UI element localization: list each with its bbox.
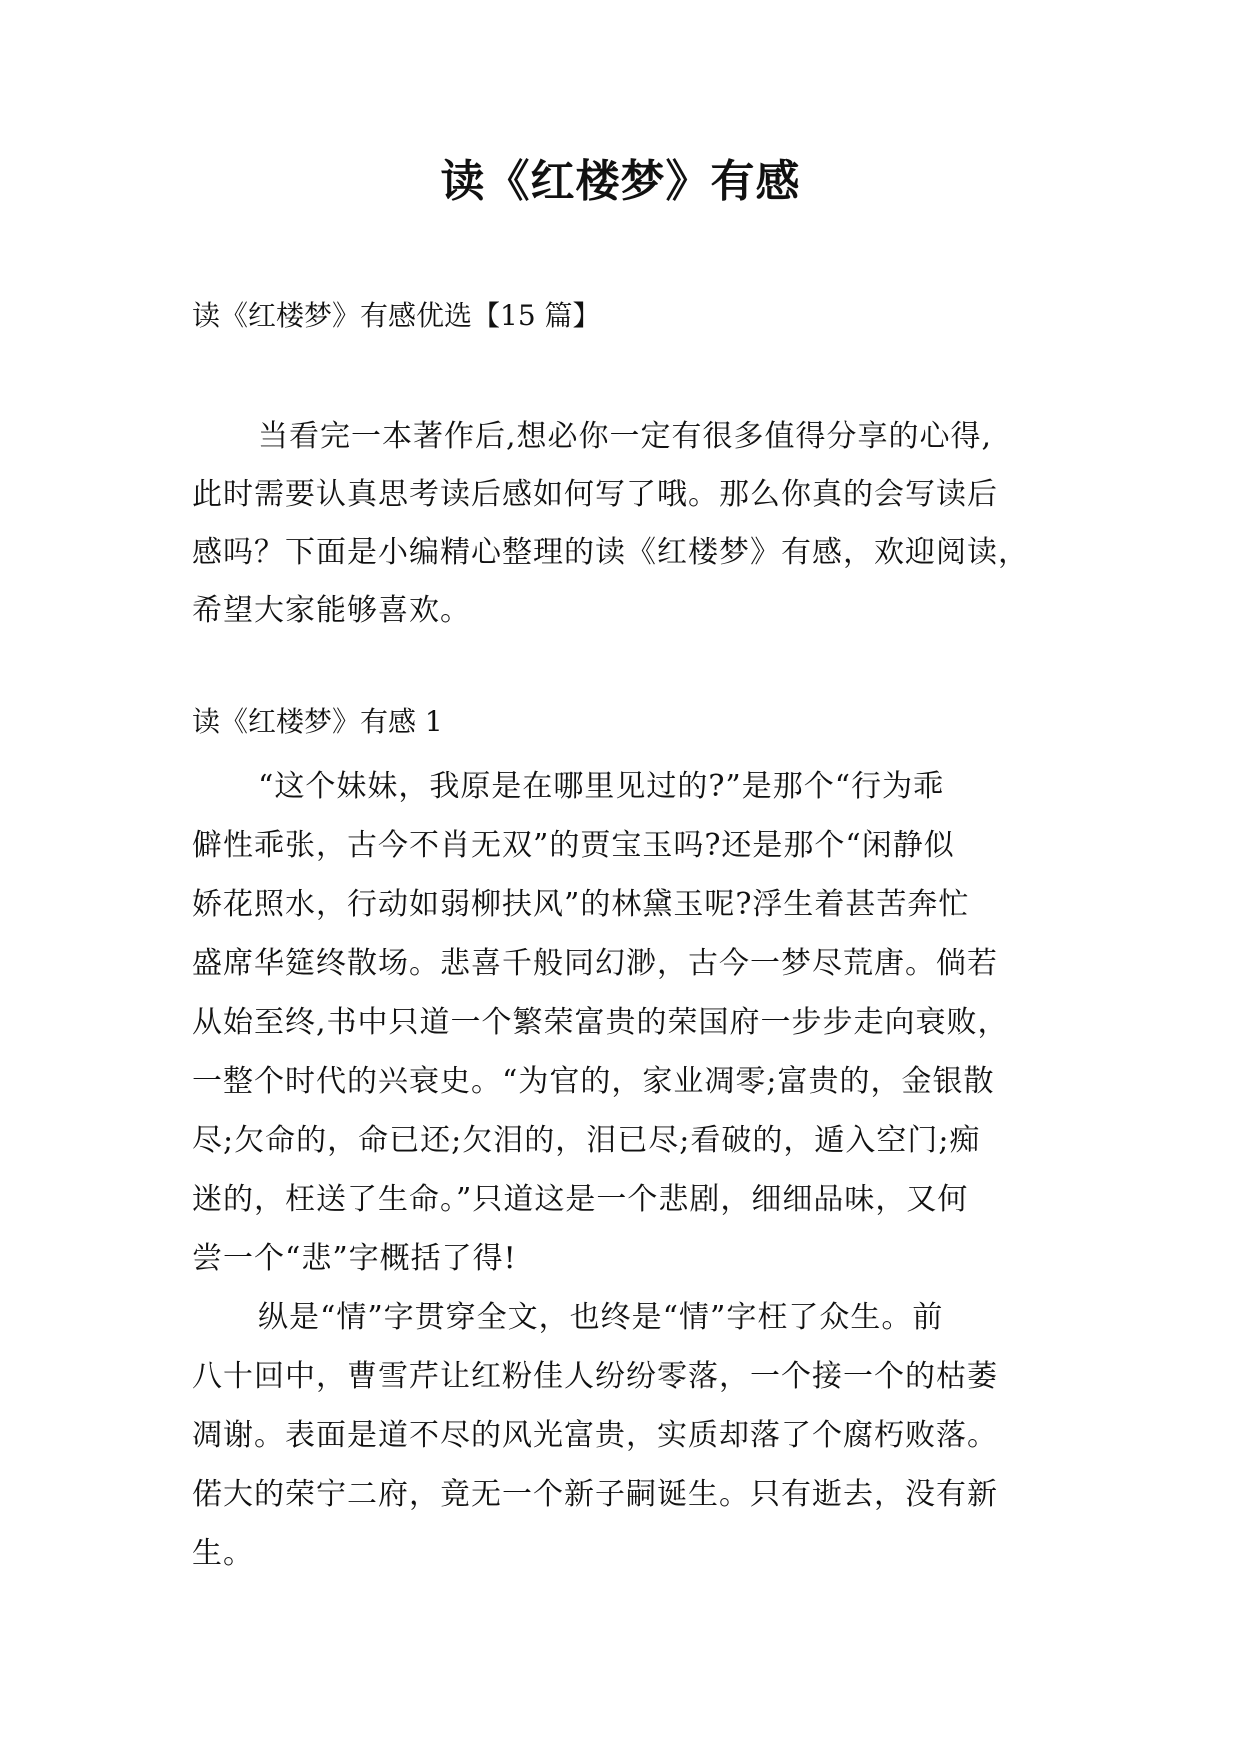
paragraph-line: “这个妹妹，我原是在哪里见过的?”是那个“行为乖 <box>258 769 945 804</box>
paragraph-line: 凋谢。表面是道不尽的风光富贵，实质却落了个腐朽败落。 <box>192 1418 998 1453</box>
intro-line: 希望大家能够喜欢。 <box>192 593 471 628</box>
intro-line: 当看完一本著作后,想必你一定有很多值得分享的心得, <box>258 419 993 454</box>
paragraph-line: 娇花照水，行动如弱柳扶风”的林黛玉呢?浮生着甚苦奔忙 <box>192 887 970 922</box>
paragraph-line: 从始至终,书中只道一个繁荣富贵的荣国府一步步走向衰败， <box>192 1005 1009 1040</box>
paragraph-line: 一整个时代的兴衰史。“为官的，家业凋零;富贵的，金银散 <box>192 1064 995 1099</box>
document-title: 读《红楼梦》有感 <box>440 156 801 207</box>
intro-line: 感吗？下面是小编精心整理的读《红楼梦》有感，欢迎阅读， <box>192 535 1029 570</box>
paragraph-line: 尝一个“悲”字概括了得! <box>192 1241 517 1276</box>
paragraph-line: 尽;欠命的，命已还;欠泪的，泪已尽;看破的，遁入空门;痴 <box>192 1123 981 1158</box>
paragraph-line: 生。 <box>192 1536 254 1571</box>
body-paragraph-1 <box>192 757 1062 1288</box>
paragraph-line: 八十回中，曹雪芹让红粉佳人纷纷零落，一个接一个的枯萎 <box>192 1359 998 1394</box>
intro-paragraph <box>192 408 1062 640</box>
section-body <box>192 757 1062 1583</box>
body-paragraph-2 <box>192 1288 1062 1583</box>
paragraph-line: 偌大的荣宁二府，竟无一个新子嗣诞生。只有逝去，没有新 <box>192 1477 998 1512</box>
document-subtitle: 读《红楼梦》有感优选【15 篇】 <box>192 299 601 332</box>
paragraph-line: 盛席华筵终散场。悲喜千般同幻渺，古今一梦尽荒唐。倘若 <box>192 946 998 981</box>
paragraph-line: 僻性乖张，古今不肖无双”的贾宝玉吗?还是那个“闲静似 <box>192 828 955 863</box>
paragraph-line: 迷的，枉送了生命。”只道这是一个悲剧，细细品味，又何 <box>192 1182 969 1217</box>
intro-line: 此时需要认真思考读后感如何写了哦。那么你真的会写读后 <box>192 477 998 512</box>
paragraph-line: 纵是“情”字贯穿全文，也终是“情”字枉了众生。前 <box>258 1300 944 1335</box>
section-heading: 读《红楼梦》有感 1 <box>192 705 443 738</box>
